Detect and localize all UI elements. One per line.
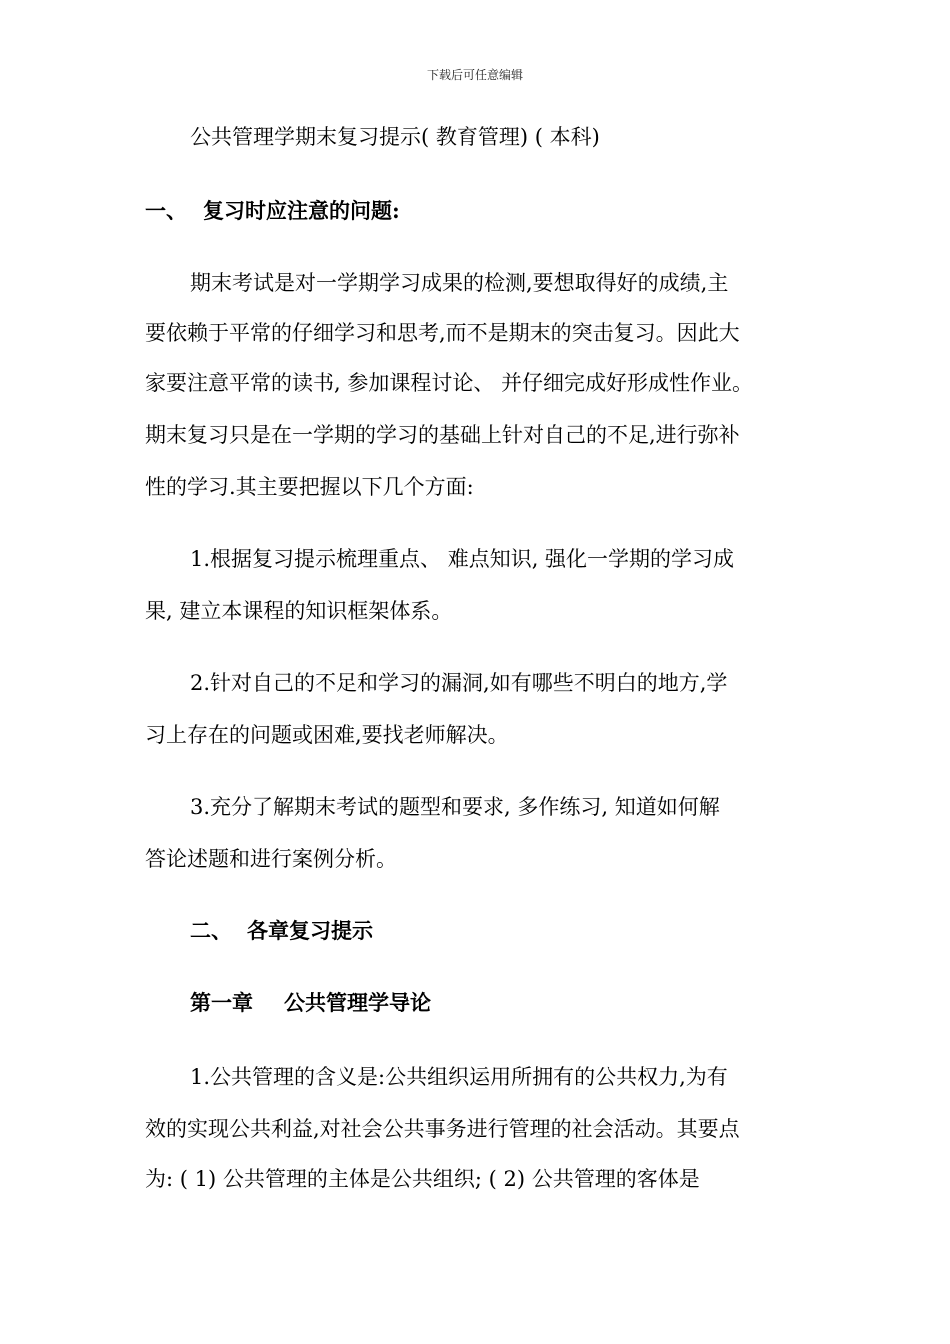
intro-line-1: 期末考试是对一学期学习成果的检测,要想取得好的成绩,主 <box>190 271 729 295</box>
section-2-number: 二、 <box>190 918 232 943</box>
definition-line-3: 为: ( 1) 公共管理的主体是公共组织; ( 2) 公共管理的客体是 <box>145 1167 700 1191</box>
section-1-heading: 复习时应注意的问题: <box>203 198 400 223</box>
definition-line-1: 1.公共管理的含义是:公共组织运用所拥有的公共权力,为有 <box>190 1065 728 1089</box>
intro-line-2: 要依赖于平常的仔细学习和思考,而不是期末的突击复习。因此大 <box>145 321 740 345</box>
chapter-1-number: 第一章 <box>190 990 253 1015</box>
intro-line-3: 家要注意平常的读书, 参加课程讨论、 并仔细完成好形成性作业。 <box>145 371 754 395</box>
intro-line-4: 期末复习只是在一学期的学习的基础上针对自己的不足,进行弥补 <box>145 423 740 447</box>
point-2-line-2: 习上存在的问题或困难,要找老师解决。 <box>145 723 509 747</box>
point-1-line-2: 果, 建立本课程的知识框架体系。 <box>145 599 453 623</box>
point-3-line-2: 答论述题和进行案例分析。 <box>145 847 397 871</box>
section-1-number: 一、 <box>145 198 187 223</box>
point-1-line-1: 1.根据复习提示梳理重点、 难点知识, 强化一学期的学习成 <box>190 547 735 571</box>
section-2-heading: 各章复习提示 <box>247 918 373 943</box>
document-title: 公共管理学期末复习提示( 教育管理) ( 本科) <box>190 125 600 149</box>
point-3-line-1: 3.充分了解期末考试的题型和要求, 多作练习, 知道如何解 <box>190 795 720 819</box>
intro-line-5: 性的学习.其主要把握以下几个方面: <box>145 475 474 499</box>
point-2-line-1: 2.针对自己的不足和学习的漏洞,如有哪些不明白的地方,学 <box>190 671 728 695</box>
definition-line-2: 效的实现公共利益,对社会公共事务进行管理的社会活动。其要点 <box>145 1117 740 1141</box>
page-header: 下载后可任意编辑 <box>426 68 523 82</box>
chapter-1-heading: 公共管理学导论 <box>284 990 431 1015</box>
